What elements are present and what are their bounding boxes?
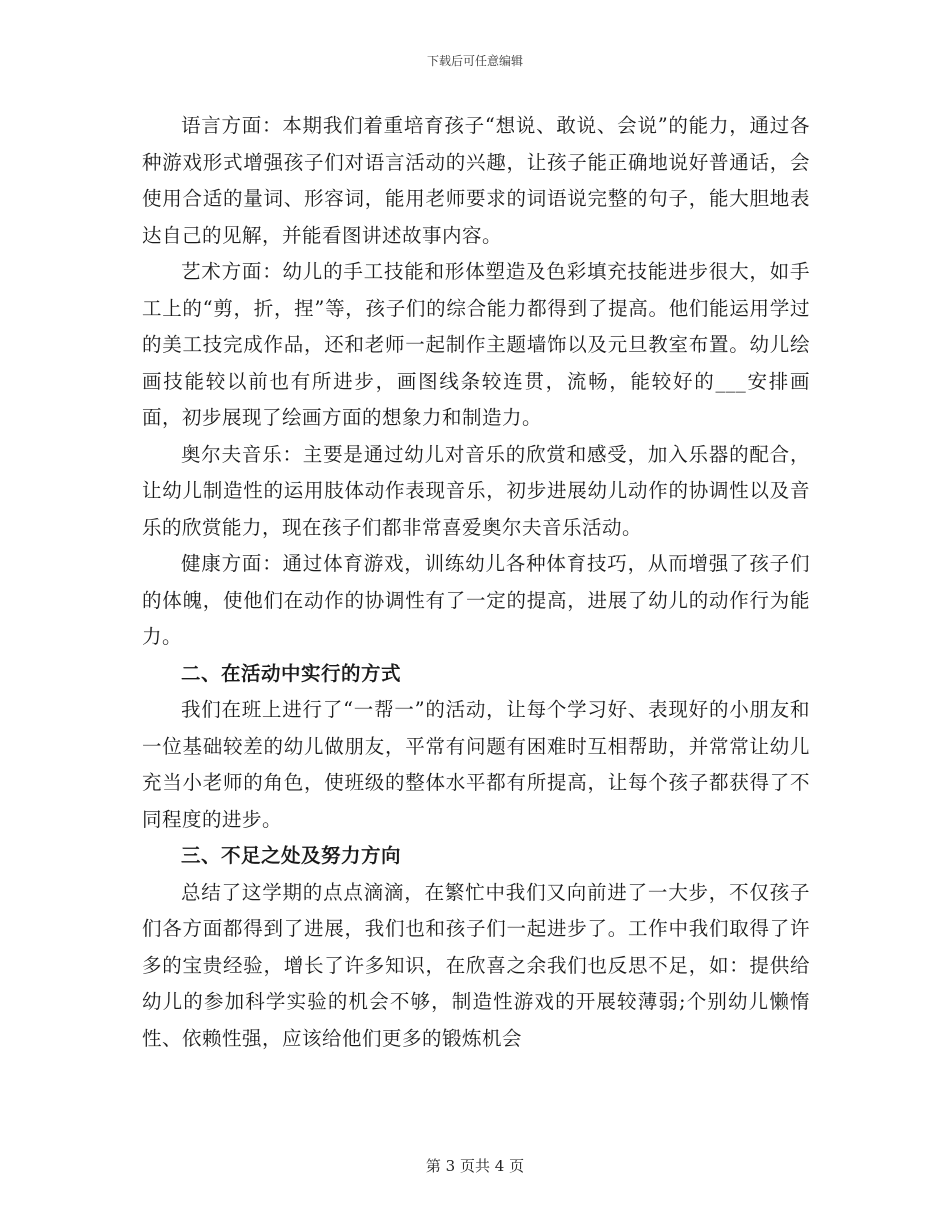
paragraph-health: 健康方面：通过体育游戏，训练幼儿各种体育技巧，从而增强了孩子们的体魄，使他们在动作的协调性有了一定的提高，进展了幼儿的动作行为能力。 <box>142 552 810 648</box>
paragraph-methods: 我们在班上进行了“一帮一”的活动，让每个学习好、表现好的小朋友和一位基础较差的幼儿做朋友，平常有问题有困难时互相帮助，并常常让幼儿充当小老师的角色，使班级的整体水平都有所提高，让每个孩子都获得了不同程度的进步。 <box>142 698 810 831</box>
paragraph-art: 艺术方面：幼儿的手工技能和形体塑造及色彩填充技能进步很大，如手工上的“剪，折，捏”等，孩子们的综合能力都得到了提高。他们能运用学过的美工技完成作品，还和老师一起制作主题墙饰以及元旦教室布置。幼儿绘画技能较以前也有所进步，画图线条较连贯，流畅，能较好的___安排画面，初步展现了绘画方面的想象力和制造力。 <box>142 260 810 429</box>
paragraph-shortcomings: 总结了这学期的点点滴滴，在繁忙中我们又向前进了一大步，不仅孩子们各方面都得到了进展，我们也和孩子们一起进步了。工作中我们取得了许多的宝贵经验，增长了许多知识，在欣喜之余我们也反思不足，如：提供给幼儿的参加科学实验的机会不够，制造性游戏的开展较薄弱;个别幼儿懒惰性、依赖性强，应该给他们更多的锻炼机会 <box>142 880 810 1050</box>
document-body <box>142 108 810 1057</box>
page-footer: 第 3 页共 4 页 <box>425 1157 525 1175</box>
page-header: 下载后可任意编辑 <box>426 54 523 68</box>
section-heading-methods: 二、在活动中实行的方式 <box>181 661 402 685</box>
paragraph-orff-music: 奥尔夫音乐：主要是通过幼儿对音乐的欣赏和感受，加入乐器的配合，让幼儿制造性的运用肢体动作表现音乐，初步进展幼儿动作的协调性以及音乐的欣赏能力，现在孩子们都非常喜爱奥尔夫音乐活动。 <box>142 442 810 539</box>
section-heading-shortcomings: 三、不足之处及努力方向 <box>181 844 402 867</box>
paragraph-language: 语言方面：本期我们着重培育孩子“想说、敢说、会说”的能力，通过各种游戏形式增强孩子们对语言活动的兴趣，让孩子能正确地说好普通话，会使用合适的量词、形容词，能用老师要求的词语说完整的句子，能大胆地表达自己的见解，并能看图讲述故事内容。 <box>142 114 810 247</box>
